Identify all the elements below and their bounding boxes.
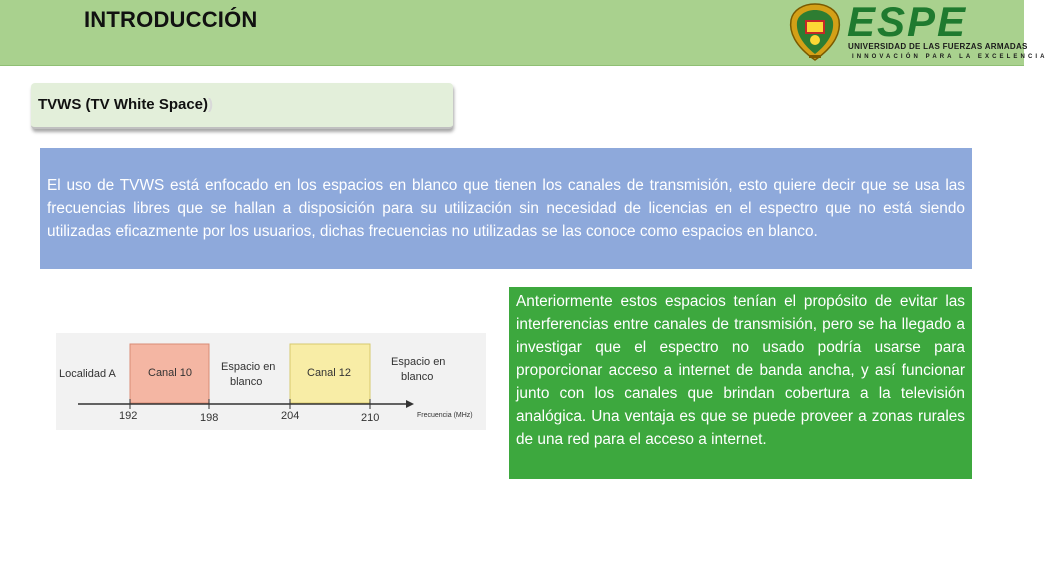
tick-label-204: 204 xyxy=(281,410,300,422)
university-tagline: INNOVACIÓN PARA LA EXCELENCIA xyxy=(852,54,1048,60)
location-label: Localidad A xyxy=(59,368,116,380)
white-space-b-line2: blanco xyxy=(401,371,434,383)
axis-label: Frecuencia (MHz) xyxy=(417,412,473,419)
channel-b-label: Canal 12 xyxy=(307,367,352,379)
intro-text-box xyxy=(40,148,972,269)
slide-title: INTRODUCCIÓN xyxy=(84,7,258,32)
section-heading-paren: ) xyxy=(208,96,214,113)
axis-arrow-icon xyxy=(406,400,414,408)
white-space-a-line1: Espacio en xyxy=(221,361,276,373)
spectrum-diagram xyxy=(56,333,486,430)
tick-label-192: 192 xyxy=(119,410,138,422)
crest-icon xyxy=(785,2,845,64)
tick-label-198: 198 xyxy=(200,412,219,424)
section-heading xyxy=(38,96,213,113)
channel-a-label: Canal 10 xyxy=(148,367,193,379)
espe-logo xyxy=(783,0,1048,64)
section-heading-box xyxy=(31,83,453,129)
brand-wordmark: ESPE xyxy=(847,0,968,45)
white-space-a-line2: blanco xyxy=(230,376,263,388)
tick-label-210: 210 xyxy=(361,412,380,424)
section-heading-text: TVWS (TV White Space) xyxy=(38,96,209,113)
detail-text-box xyxy=(509,287,972,479)
university-name: UNIVERSIDAD DE LAS FUERZAS ARMADAS xyxy=(848,42,1028,51)
detail-paragraph: Anteriormente estos espacios tenían el propósito de evitar las interferencias entre canales de transmisión, pero se ha llegado a investigar que el espectro no usado podría usarse para proporcionar acceso a internet de banda ancha, y así funcionar junto con los canales que brindan cobertura a la televisión analógica. Una ventaja es que se puede proveer a zonas rurales de una red para el acceso a internet. xyxy=(516,293,965,448)
intro-paragraph: El uso de TVWS está enfocado en los espacios en blanco que tienen los canales de transmisión, esto quiere decir que se usa las frecuencias libres que se hallan a disposición para su utilización sin necesidad de licencias en el espectro que no está siendo utilizadas eficazmente por los usuarios, dichas frecuencias no utilizadas se las conoce como espacios en blanco. xyxy=(47,177,965,240)
slide-header xyxy=(0,0,1048,66)
spectrum-diagram-graphic xyxy=(56,333,486,430)
white-space-b-line1: Espacio en xyxy=(391,356,446,368)
